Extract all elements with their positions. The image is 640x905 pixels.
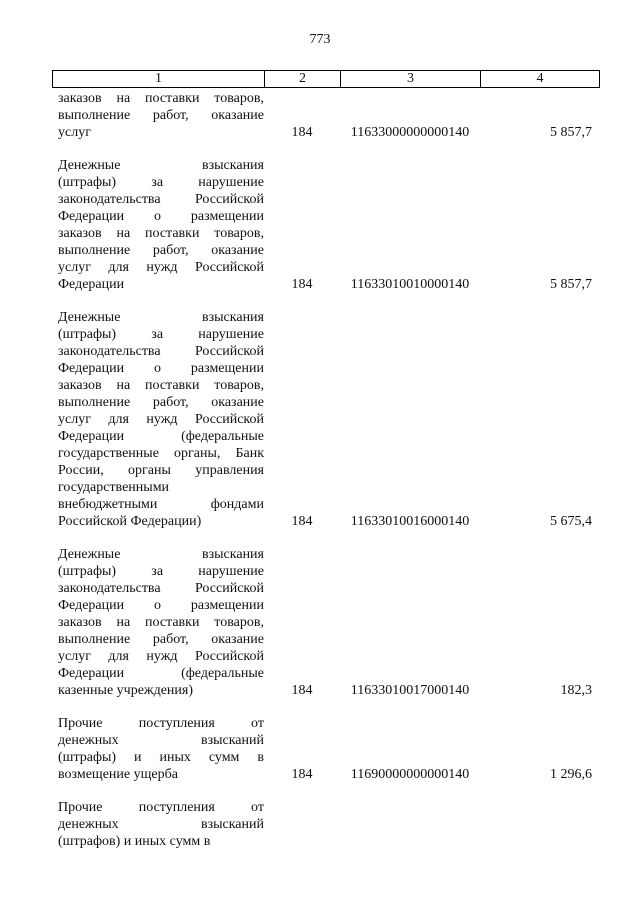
column-header-2: 2 xyxy=(265,71,341,87)
amount: 1 296,6 xyxy=(550,767,592,782)
description-line: Денежные взыскания xyxy=(58,310,264,325)
description-line: услуг для нужд Российской xyxy=(58,412,264,427)
description-line: денежных взысканий xyxy=(58,817,264,832)
amount: 5 675,4 xyxy=(550,514,592,529)
description-line: Федерации о размещении xyxy=(58,209,264,224)
budget-class-code: 11690000000000140 xyxy=(350,767,470,782)
admin-code: 184 xyxy=(291,277,313,292)
description-line: Федерации (федеральные xyxy=(58,429,264,444)
description-line: выполнение работ, оказание xyxy=(58,108,264,123)
description-line: (штрафов) и иных сумм в xyxy=(58,834,211,849)
row-description xyxy=(52,157,264,293)
description-line: выполнение работ, оказание xyxy=(58,632,264,647)
description-line: России, органы управления xyxy=(58,463,264,478)
description-line: Прочие поступления от xyxy=(58,716,264,731)
budget-class-code: 11633010017000140 xyxy=(350,683,470,698)
row-description xyxy=(52,309,264,530)
table-row xyxy=(52,157,600,293)
description-line: государственными xyxy=(58,480,170,495)
description-line: Денежные взыскания xyxy=(58,158,264,173)
admin-code: 184 xyxy=(291,125,313,140)
description-line: (штрафы) за нарушение xyxy=(58,564,264,579)
table-row xyxy=(52,715,600,783)
admin-code: 184 xyxy=(291,514,313,529)
amount: 182,3 xyxy=(560,683,592,698)
description-line: (штрафы) и иных сумм в xyxy=(58,750,264,765)
budget-class-code: 11633000000000140 xyxy=(350,125,470,140)
description-line: (штрафы) за нарушение xyxy=(58,175,264,190)
table-header-row xyxy=(52,70,600,88)
row-description xyxy=(52,90,264,141)
description-line: внебюджетными фондами xyxy=(58,497,264,512)
amount: 5 857,7 xyxy=(550,125,592,140)
description-line: Прочие поступления от xyxy=(58,800,264,815)
description-line: Федерации (федеральные xyxy=(58,666,264,681)
description-line: услуг xyxy=(58,125,91,140)
budget-class-code: 11633010010000140 xyxy=(350,277,470,292)
table-row xyxy=(52,799,600,850)
description-line: законодательства Российской xyxy=(58,192,264,207)
description-line: Федерации о размещении xyxy=(58,361,264,376)
row-description xyxy=(52,546,264,699)
description-line: услуг для нужд Российской xyxy=(58,260,264,275)
row-description xyxy=(52,799,264,850)
description-line: выполнение работ, оказание xyxy=(58,243,264,258)
table-row xyxy=(52,90,600,141)
admin-code: 184 xyxy=(291,767,313,782)
description-line: законодательства Российской xyxy=(58,344,264,359)
description-line: возмещение ущерба xyxy=(58,767,178,782)
description-line: выполнение работ, оказание xyxy=(58,395,264,410)
description-line: (штрафы) за нарушение xyxy=(58,327,264,342)
description-line: Федерации о размещении xyxy=(58,598,264,613)
table-row xyxy=(52,309,600,530)
description-line: услуг для нужд Российской xyxy=(58,649,264,664)
column-header-4: 4 xyxy=(536,71,544,86)
description-line: государственные органы, Банк xyxy=(58,446,264,461)
description-line: денежных взысканий xyxy=(58,733,264,748)
description-line: заказов на поставки товаров, xyxy=(58,226,264,241)
page-number: 773 xyxy=(309,32,331,47)
description-line: Федерации xyxy=(58,277,125,292)
description-line: законодательства Российской xyxy=(58,581,264,596)
description-line: заказов на поставки товаров, xyxy=(58,378,264,393)
column-header-3: 3 xyxy=(341,71,481,87)
description-line: Денежные взыскания xyxy=(58,547,264,562)
admin-code: 184 xyxy=(291,683,313,698)
description-line: заказов на поставки товаров, xyxy=(58,615,264,630)
description-line: заказов на поставки товаров, xyxy=(58,91,264,106)
description-line: казенные учреждения) xyxy=(58,683,194,698)
amount: 5 857,7 xyxy=(550,277,592,292)
row-description xyxy=(52,715,264,783)
description-line: Российской Федерации) xyxy=(58,514,202,529)
column-header-1: 1 xyxy=(53,71,265,87)
table-body xyxy=(52,90,600,866)
table-row xyxy=(52,546,600,699)
budget-class-code: 11633010016000140 xyxy=(350,514,470,529)
